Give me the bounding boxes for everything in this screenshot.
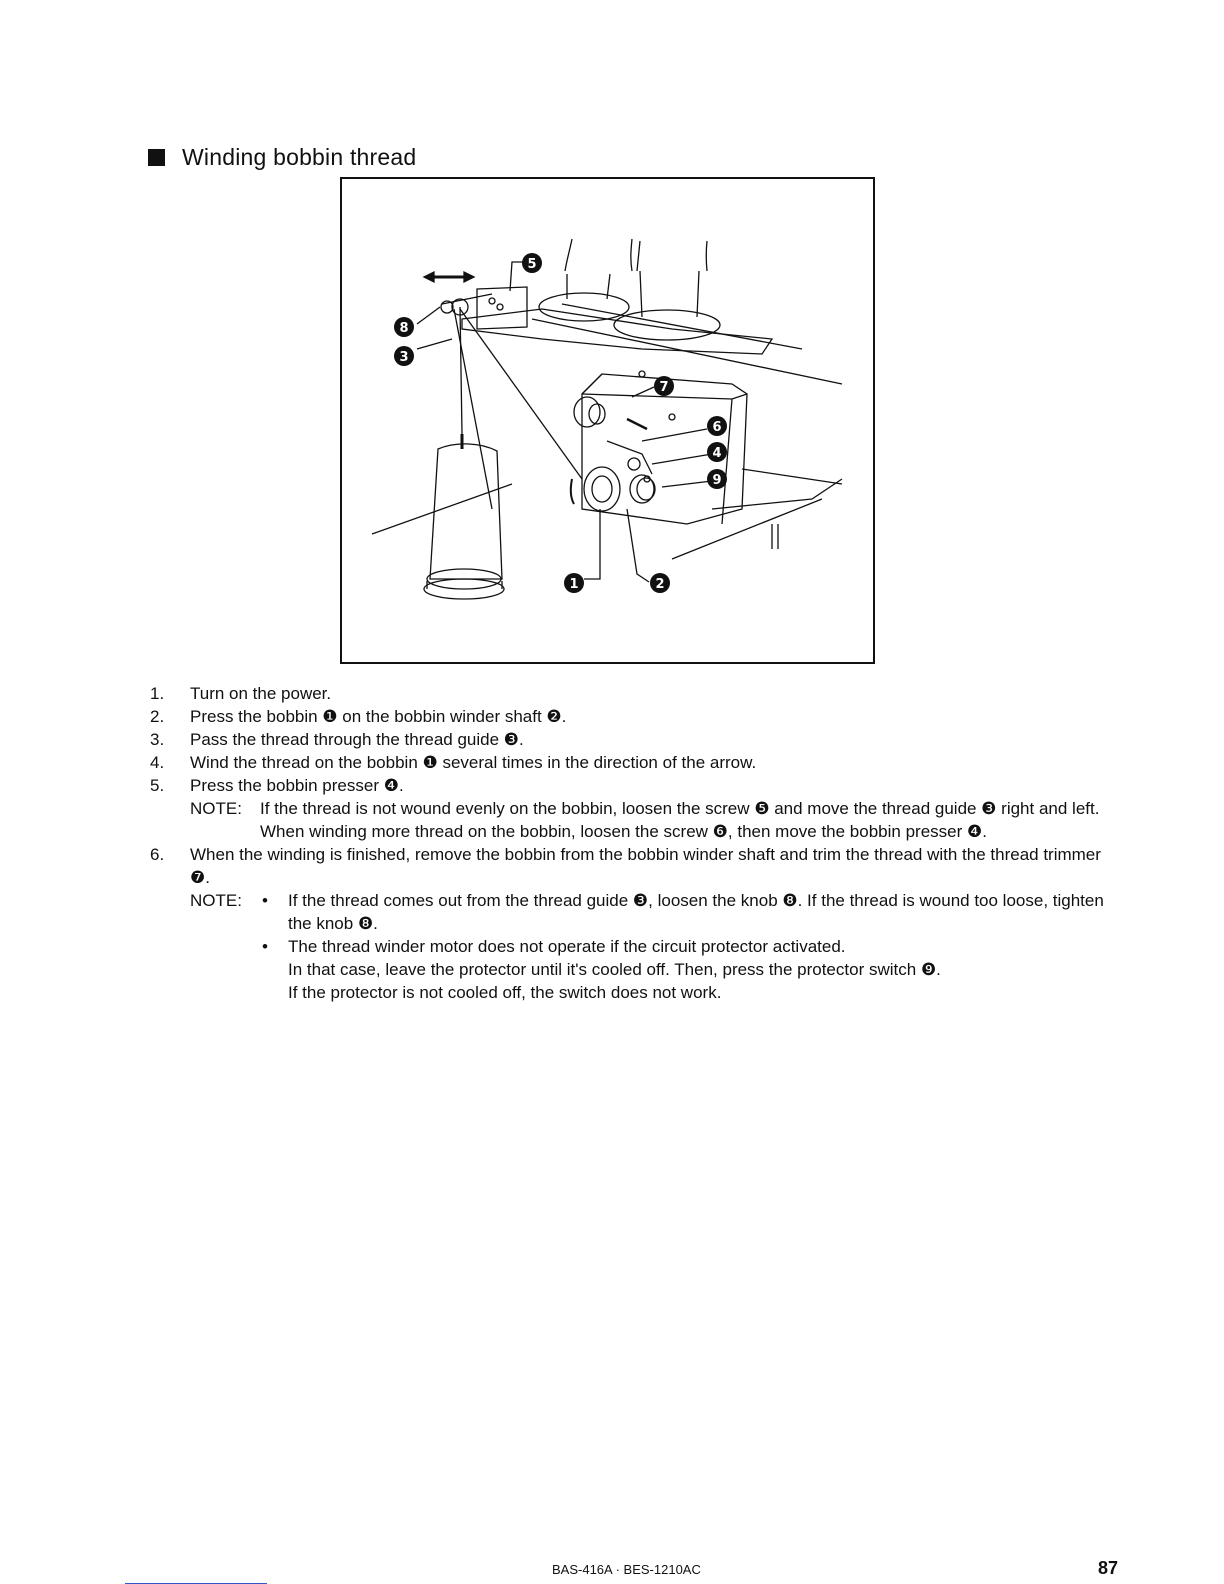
callout-4-label: 4 — [712, 446, 722, 461]
callout-7-label: 7 — [659, 380, 669, 395]
note-block — [190, 889, 1115, 1004]
step-item — [150, 751, 1115, 774]
callout-9-icon — [707, 469, 727, 489]
step-number: 6. — [150, 845, 165, 864]
callout-5-label: 5 — [527, 257, 537, 272]
callout-1-icon — [564, 573, 584, 593]
note-text: If the thread is not wound evenly on the bobbin, loosen the screw ❺ and move the thread guide ❸ right and left. When winding more thread on the bobbin, loosen the screw ❻, then move the bobbin presser ❹. — [260, 799, 1100, 841]
step-text: Pass the thread through the thread guide ❸. — [190, 730, 524, 749]
callout-5-icon — [522, 253, 542, 273]
note-bullet-text: In that case, leave the protector until it's cooled off. Then, press the protector switch ❾. — [288, 960, 941, 979]
instruction-steps — [150, 682, 1115, 1004]
step-text: When the winding is finished, remove the bobbin from the bobbin winder shaft and trim the thread with the thread trimmer ❼. — [190, 845, 1101, 887]
callout-4-icon — [707, 442, 727, 462]
step-item — [150, 705, 1115, 728]
step-item — [150, 682, 1115, 705]
callout-6-label: 6 — [712, 420, 722, 435]
bullet-dot-icon: • — [262, 937, 268, 956]
note-label: NOTE: — [190, 891, 242, 910]
callout-8-label: 8 — [399, 321, 409, 336]
note-block — [190, 797, 1115, 843]
step-item — [150, 843, 1115, 1004]
step-item — [150, 774, 1115, 843]
callout-7-icon — [654, 376, 674, 396]
callout-2-icon — [650, 573, 670, 593]
callout-3-icon — [394, 346, 414, 366]
step-text: Turn on the power. — [190, 684, 332, 703]
bobbin-winder-figure — [340, 177, 875, 664]
callout-8-icon — [394, 317, 414, 337]
step-text: Press the bobbin presser ❹. — [190, 776, 404, 795]
step-text: Press the bobbin ❶ on the bobbin winder shaft ❷. — [190, 707, 567, 726]
step-item — [150, 728, 1115, 751]
bullet-dot-icon: • — [262, 891, 268, 910]
callout-1-label: 1 — [569, 577, 579, 592]
step-number: 1. — [150, 684, 165, 703]
note-bullet-text: If the protector is not cooled off, the switch does not work. — [288, 983, 722, 1002]
step-text: Wind the thread on the bobbin ❶ several times in the direction of the arrow. — [190, 753, 757, 772]
footer-model-code: BAS-416A · BES-1210AC — [552, 1562, 701, 1577]
note-bullet — [260, 889, 1115, 935]
step-number: 2. — [150, 707, 165, 726]
page-number: 87 — [1098, 1558, 1119, 1578]
note-bullet-text: If the thread comes out from the thread guide ❸, loosen the knob ❽. If the thread is wound too loose, tighten the knob ❽. — [288, 891, 1104, 933]
step-number: 5. — [150, 776, 165, 795]
callout-3-label: 3 — [399, 350, 409, 365]
note-bullet-text: The thread winder motor does not operate if the circuit protector activated. — [288, 937, 846, 956]
step-number: 3. — [150, 730, 165, 749]
callout-6-icon — [707, 416, 727, 436]
section-bullet-icon — [148, 149, 165, 166]
callout-2-label: 2 — [655, 577, 665, 592]
section-title: Winding bobbin thread — [182, 144, 417, 170]
step-number: 4. — [150, 753, 165, 772]
note-label: NOTE: — [190, 799, 242, 818]
section-heading — [148, 144, 416, 171]
bobbin-winder-illustration — [342, 179, 873, 662]
callout-9-label: 9 — [712, 473, 722, 488]
note-bullet — [260, 935, 1115, 1004]
